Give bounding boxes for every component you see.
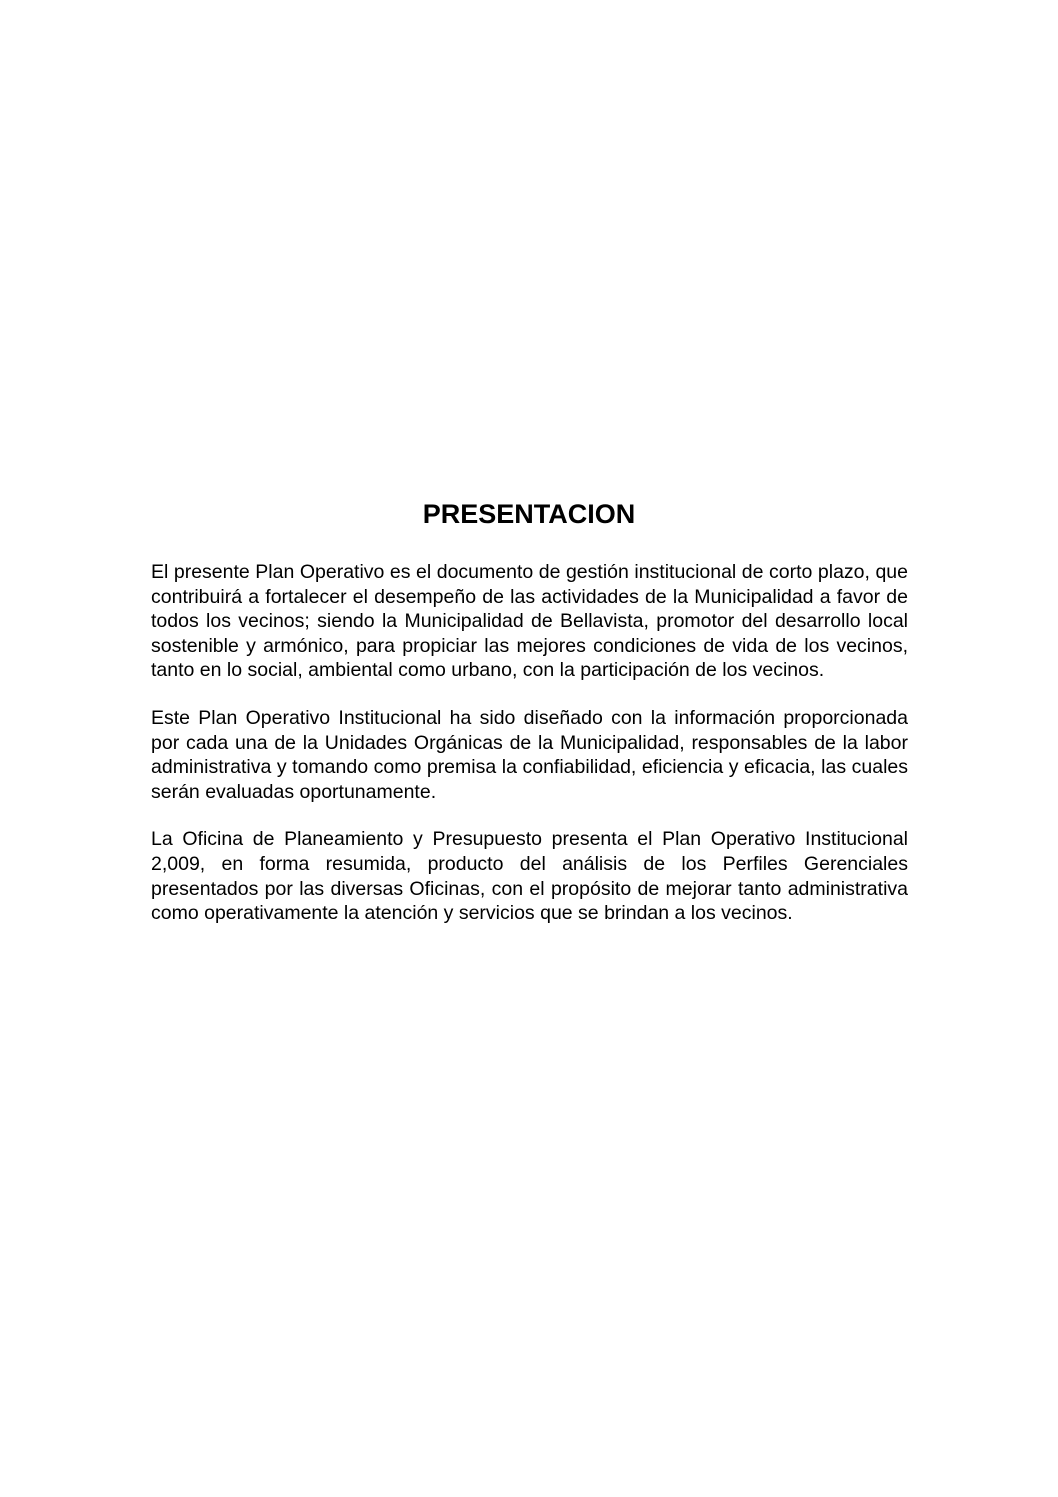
page-title: PRESENTACION bbox=[422, 499, 636, 529]
paragraph-1: El presente Plan Operativo es el documento de gestión institucional de corto plazo, que contribuirá a fortalecer el desempeño de las actividades de la Municipalidad a favor de todos los vecinos; siendo la Municipalidad de Bellavista, promotor del desarrollo local sostenible y armónico, para propiciar las mejores condiciones de vida de los vecinos, tanto en lo social, ambiental como urbano, con la participación de los vecinos. bbox=[151, 561, 908, 682]
paragraph-3: La Oficina de Planeamiento y Presupuesto presenta el Plan Operativo Institucional 2,009, en forma resumida, producto del análisis de los Perfiles Gerenciales presentados por las diversas Oficinas, con el propósito de mejorar tanto administrativa como operativamente la atención y servicios que se brindan a los vecinos. bbox=[151, 828, 908, 925]
paragraph-2: Este Plan Operativo Institucional ha sido diseñado con la información proporcionada por cada una de la Unidades Orgánicas de la Municipalidad, responsables de la labor administrativa y tomando como premisa la confiabilidad, eficiencia y eficacia, las cuales serán evaluadas oportunamente. bbox=[151, 706, 908, 803]
document-body bbox=[151, 560, 908, 949]
